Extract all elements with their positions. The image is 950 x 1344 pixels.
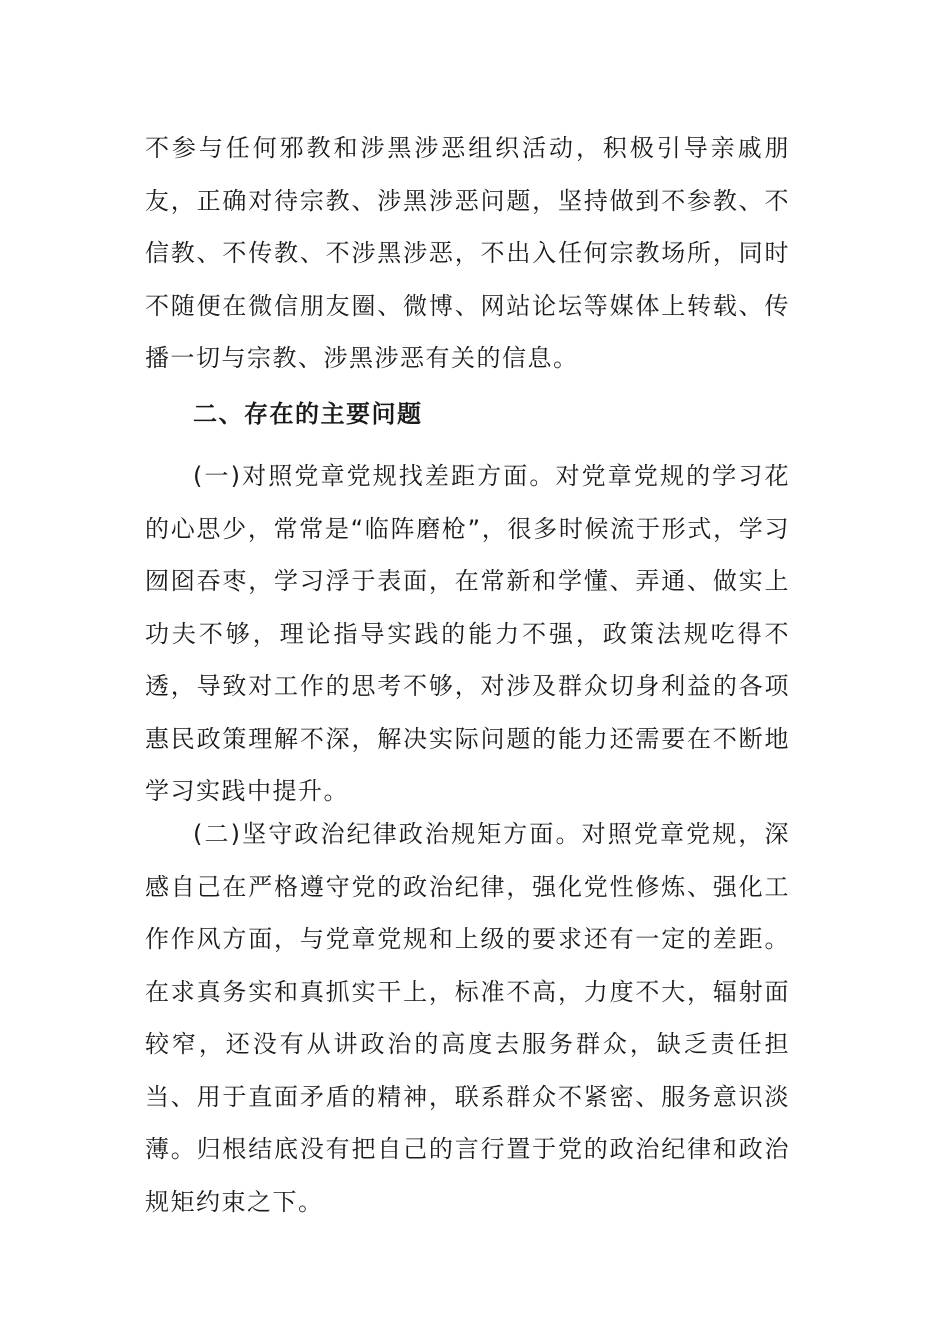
item-two-block xyxy=(145,808,790,1228)
section-heading: 二、存在的主要问题 xyxy=(193,400,423,428)
intro-paragraph: 不参与任何邪教和涉黑涉恶组织活动，积极引导亲戚朋友，正确对待宗教、涉黑涉恶问题，坚持做到不参教、不信教、不传教、不涉黑涉恶，不出入任何宗教场所，同时不随便在微信朋友圈、微博、网站论坛等媒体上转载、传播一切与宗教、涉黑涉恶有关的信息。 xyxy=(145,134,790,372)
item-two-paragraph: (二)坚守政治纪律政治规矩方面。对照党章党规，深感自己在严格遵守党的政治纪律，强化党性修炼、强化工作作风方面，与党章党规和上级的要求还有一定的差距。在求真务实和真抓实干上，标准不高，力度不大，辐射面较窄，还没有从讲政治的高度去服务群众，缺乏责任担当、用于直面矛盾的精神，联系群众不紧密、服务意识淡薄。归根结底没有把自己的言行置于党的政治纪律和政治规矩约束之下。 xyxy=(145,820,790,1216)
intro-paragraph-block xyxy=(145,122,790,385)
item-one-block xyxy=(145,450,790,818)
item-one-paragraph: (一)对照党章党规找差距方面。对党章党规的学习花的心思少，常常是“临阵磨枪”，很多时候流于形式，学习囫囵吞枣，学习浮于表面，在常新和学懂、弄通、做实上功夫不够，理论指导实践的能力不强，政策法规吃得不透，导致对工作的思考不够，对涉及群众切身利益的各项惠民政策理解不深，解决实际问题的能力还需要在不断地学习实践中提升。 xyxy=(145,462,790,805)
